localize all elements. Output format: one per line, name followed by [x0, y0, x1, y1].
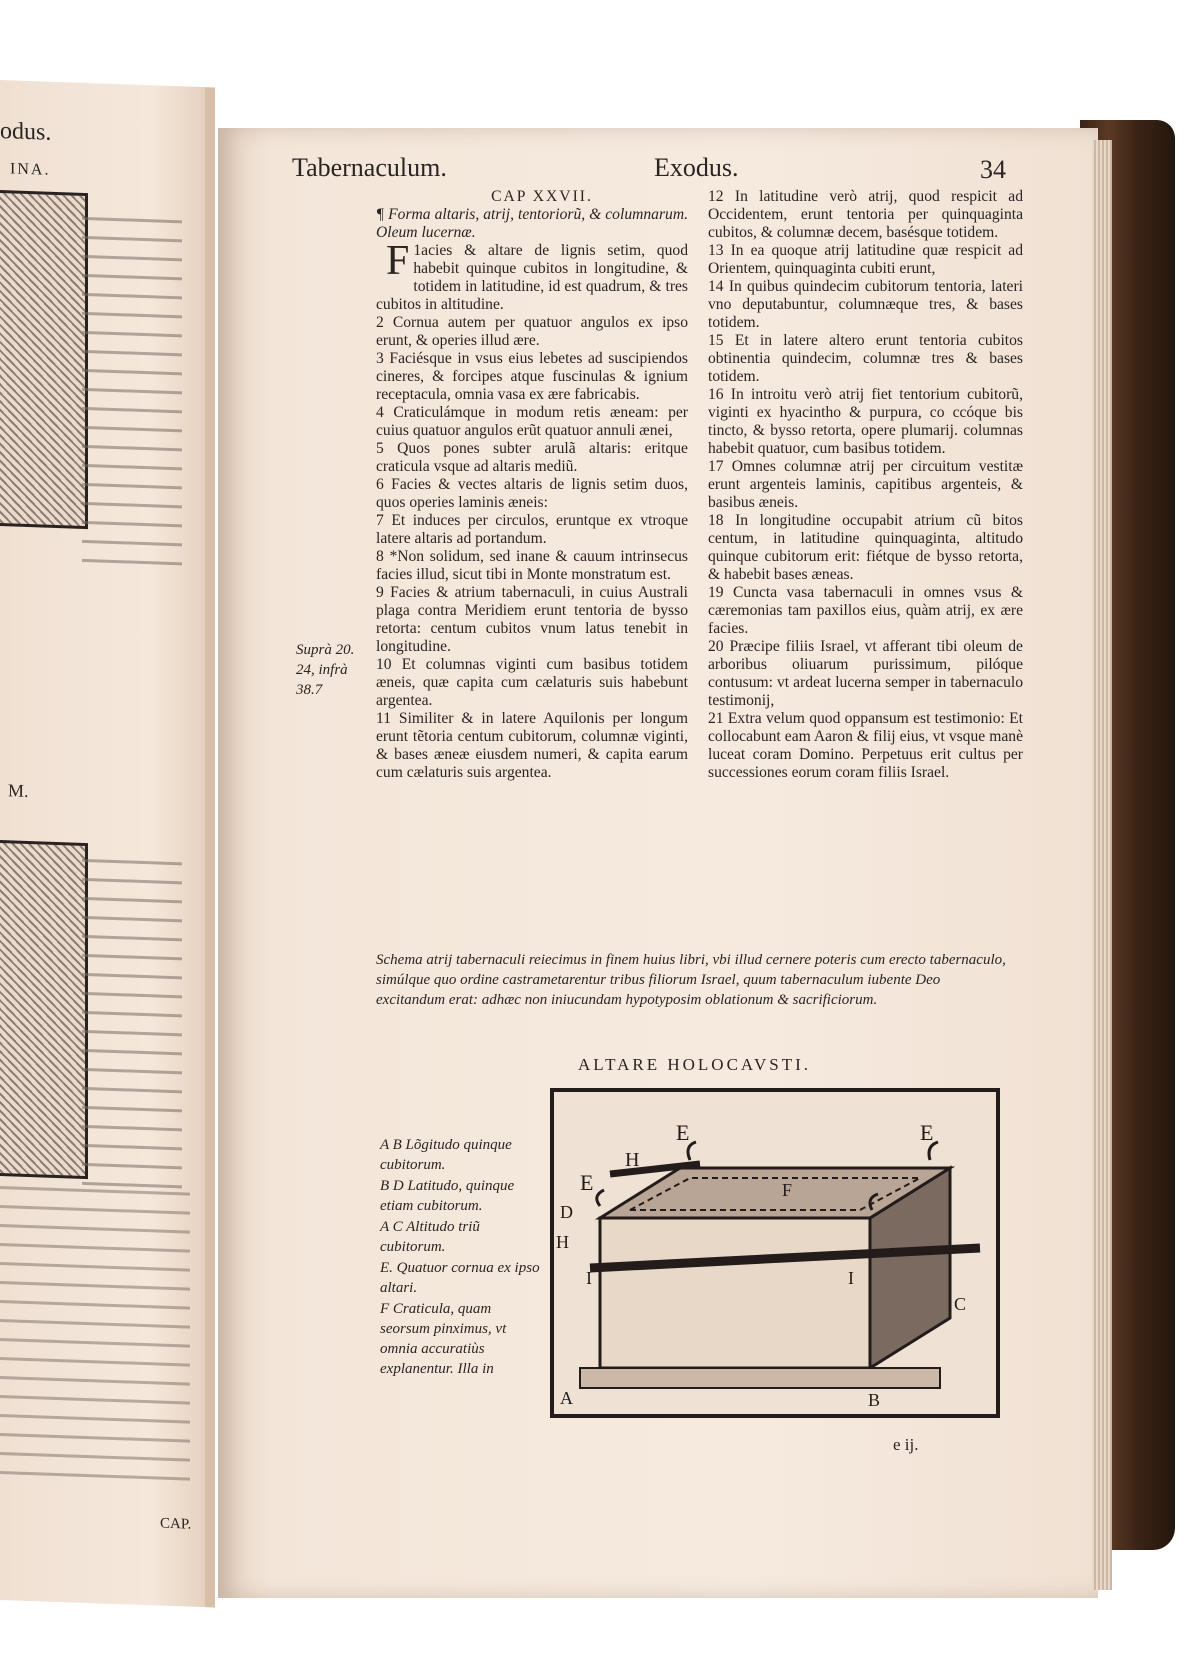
left-commentary-top: [82, 201, 182, 581]
verse-13: [708, 242, 1023, 278]
altar-woodcut: [550, 1088, 1000, 1418]
verse-number: 6: [376, 476, 384, 493]
verse-text: In latitudine verò atrij, quod respicit ad Occidentem, erunt tentoria per quinquaginta cubitos, & columnæ decem, basésque totidem.: [708, 188, 1023, 241]
verse-text: Facies & vectes altaris de lignis setim duos, quos operies laminis æneis:: [376, 476, 688, 511]
margin-reference: Suprà 20. 24, infrà 38.7: [296, 642, 355, 698]
fig-letter-h1: H: [625, 1149, 640, 1171]
altar-base: [580, 1368, 940, 1388]
verse-7: [376, 512, 688, 548]
verse-number: 14: [708, 278, 724, 295]
fig-letter-h2: H: [556, 1232, 569, 1252]
verse-number: 7: [376, 512, 384, 529]
verse-number: 16: [708, 386, 724, 403]
verse-text: *Non solidum, sed inane & cauum intrinsecus facies illud, sicut tibi in Monte monstratum est.: [376, 548, 688, 583]
fig-letter-a: A: [560, 1388, 573, 1408]
left-page-heading: odus.: [0, 118, 52, 146]
verse-6: [376, 476, 688, 512]
verse-18: [708, 512, 1023, 584]
fig-letter-d: D: [560, 1202, 573, 1222]
legend-item: A C Altitudo triũ cubitorum.: [380, 1219, 480, 1255]
verse-16: [708, 386, 1023, 458]
verse-4: [376, 404, 688, 440]
legend-item: B D Latitudo, quinque etiam cubitorum.: [380, 1178, 515, 1214]
chapter-summary-text: Forma altaris, atrij, tentoriorũ, & columnarum. Oleum lucernæ.: [376, 206, 688, 241]
verse-21: [708, 710, 1023, 782]
left-woodcut-bottom: [0, 840, 88, 1179]
verse-text: Faciésque in vsus eius lebetes ad suscipiendos cineres, & forcipes atque fuscinulas & ignium receptacula, omnia vasa ex ære fabricabis.: [376, 350, 688, 403]
verse-2: [376, 314, 688, 350]
running-head-left: Tabernaculum.: [292, 153, 447, 182]
left-commentary-bottom: [0, 1170, 190, 1497]
verse-number: 1: [413, 242, 422, 259]
fig-letter-i1: I: [586, 1268, 592, 1288]
verse-number: 12: [708, 188, 724, 205]
verse-number: 15: [708, 332, 724, 349]
verse-number: 13: [708, 242, 724, 259]
verse-text: Et columnas viginti cum basibus totidem æneis, quæ capita cum cælaturis suis habebunt argentea.: [376, 656, 688, 709]
page-edges: [1092, 140, 1112, 1590]
verse-number: 5: [376, 440, 384, 457]
verse-text: Extra velum quod oppansum est testimonio: Et collocabunt eam Aaron & filij eius, vt vsque manè luceat coram Domino. Perpetuus erit cultus per successiones eorum coram filiis Israel.: [708, 710, 1023, 781]
fig-letter-f: F: [782, 1180, 793, 1200]
left-woodcut-top: [0, 190, 88, 529]
verse-5: [376, 440, 688, 476]
verse-20: [708, 638, 1023, 710]
verse-number: 10: [376, 656, 392, 673]
fig-letter-e1: E: [676, 1120, 690, 1145]
verse-number: 2: [376, 314, 384, 331]
verse-11: [376, 710, 688, 782]
verse-number: 17: [708, 458, 724, 475]
drop-cap: F: [386, 238, 410, 284]
figure-legend: [380, 1135, 540, 1380]
italic-note: Schema atrij tabernaculi reiecimus in finem huius libri, vbi illud cernere poteris cum erecto tabernaculo, simúlque quo ordine castrametarentur tribus filiorum Israel, quum tabernaculum iubente Deo excitandum erat: adhæc non iniucundam hypotyposim oblationum & sacrificiorum.: [376, 952, 1006, 1008]
verse-number: 8: [376, 548, 384, 565]
verse-text: acies & altare de lignis setim, quod habebit quinque cubitos in longitudine, & totidem in latitudine, id est quadrum, & tres cubitos in altitudine.: [376, 242, 688, 313]
verse-text: Quos pones subter arulã altaris: eritque craticula vsque ad altaris mediũ.: [376, 440, 688, 475]
verse-text: Et in latere altero erunt tentoria cubitos obtinentia quindecim, columnæ tres & bases totidem.: [708, 332, 1023, 385]
verse-text: In introitu verò atrij fiet tentorium cubitorũ, viginti ex hyacintho & purpura, co ccóque bis tincto, & bysso retorta, opere plumarij. columnas habebit quatuor, cum basibus totidem.: [708, 386, 1023, 457]
verse-8: [376, 548, 688, 584]
left-section-letter: M.: [8, 780, 29, 801]
verse-number: 20: [708, 638, 724, 655]
running-head-center: Exodus.: [654, 153, 739, 182]
verse-text: Et induces per circulos, eruntque ex vtroque latere altaris ad portandum.: [376, 512, 688, 547]
verse-text: Præcipe filiis Israel, vt afferant tibi oleum de arboribus oliuarum purissimum, pilóque contusum: vt ardeat lucerna semper in tabernaculo testimonij,: [708, 638, 1023, 709]
page-number: 34: [980, 155, 1006, 184]
verse-number: 9: [376, 584, 384, 601]
altar-front: [600, 1218, 870, 1368]
verse-17: [708, 458, 1023, 512]
verse-text: Similiter & in latere Aquilonis per longum erunt tẽtoria centum cubitorum, columnæ viginti, & bases æneæ eiusdem numeri, & capita earum cum cælaturis suis argentea.: [376, 710, 688, 781]
verse-number: 19: [708, 584, 724, 601]
fig-letter-b: B: [868, 1390, 881, 1410]
fig-letter-e3: E: [580, 1170, 594, 1195]
fig-letter-e2: E: [920, 1120, 934, 1145]
left-page-subheading: INA.: [10, 160, 51, 179]
verse-text: In longitudine occupabit atrium cũ bitos centum, in latitudine quinquaginta, altitudo quinque cubitorum erit: fiétque de bysso retorta, & habebit bases æneas.: [708, 512, 1023, 583]
signature-mark: e ij.: [893, 1435, 919, 1454]
verse-text: Omnes columnæ atrij per circuitum vestitæ erunt argenteis laminis, capitibus argenteis, & basibus æneis.: [708, 458, 1023, 511]
chapter-summary: ¶ Forma altaris, atrij, tentoriorũ, & columnarum. Oleum lucernæ.: [376, 206, 688, 241]
verse-number: 21: [708, 710, 724, 727]
left-commentary-mid: [82, 843, 182, 1204]
verse-number: 4: [376, 404, 384, 421]
verse-text: Craticulámque in modum retis æneam: per cuius quatuor angulos erũt quatuor annuli ænei,: [376, 404, 688, 439]
verse-text: Cornua autem per quatuor angulos ex ipso erunt, & operies illud ære.: [376, 314, 688, 349]
verse-9: [376, 584, 688, 656]
verse-text: In quibus quindecim cubitorum tentoria, lateri vno deputabuntur, columnæque tres, & bases totidem.: [708, 278, 1023, 331]
figure-title: ALTARE HOLOCAVSTI.: [578, 1055, 812, 1074]
fig-letter-c: C: [954, 1294, 967, 1314]
verse-15: [708, 332, 1023, 386]
legend-item: A B Lõgitudo quinque cubitorum.: [380, 1137, 512, 1173]
verse-10: [376, 656, 688, 710]
verse-number: 3: [376, 350, 384, 367]
verse-1: [376, 238, 688, 314]
verse-text: Facies & atrium tabernaculi, in cuius Australi plaga contra Meridiem erunt tentoria de bysso retorta: centum cubitos vnum latus tenebit in longitudine.: [376, 584, 688, 655]
verse-number: 18: [708, 512, 724, 529]
text-column-right: [708, 188, 1023, 782]
fig-letter-i2: I: [848, 1268, 854, 1288]
verse-19: [708, 584, 1023, 638]
left-page-gutter: [205, 87, 215, 1607]
verse-12: [708, 188, 1023, 242]
verse-text: In ea quoque atrij latitudine quæ respicit ad Orientem, quinquaginta cubiti erunt,: [708, 242, 1023, 277]
left-page: [0, 80, 215, 1608]
verse-number: 11: [376, 710, 392, 727]
legend-item: E. Quatuor cornua ex ipso altari.: [380, 1260, 540, 1296]
verse-text: Cuncta vasa tabernaculi in omnes vsus & cæremonias tam paxillos eius, quàm atrij, ex ære facies.: [708, 584, 1023, 637]
left-footer-cap: CAP.: [160, 1515, 192, 1533]
text-column-left: [376, 188, 688, 782]
chapter-title: CAP XXVII.: [491, 188, 593, 205]
verse-14: [708, 278, 1023, 332]
verse-3: [376, 350, 688, 404]
legend-item: F Craticula, quam seorsum pinximus, vt omnia accuratiùs explanentur. Illa in: [380, 1301, 507, 1377]
